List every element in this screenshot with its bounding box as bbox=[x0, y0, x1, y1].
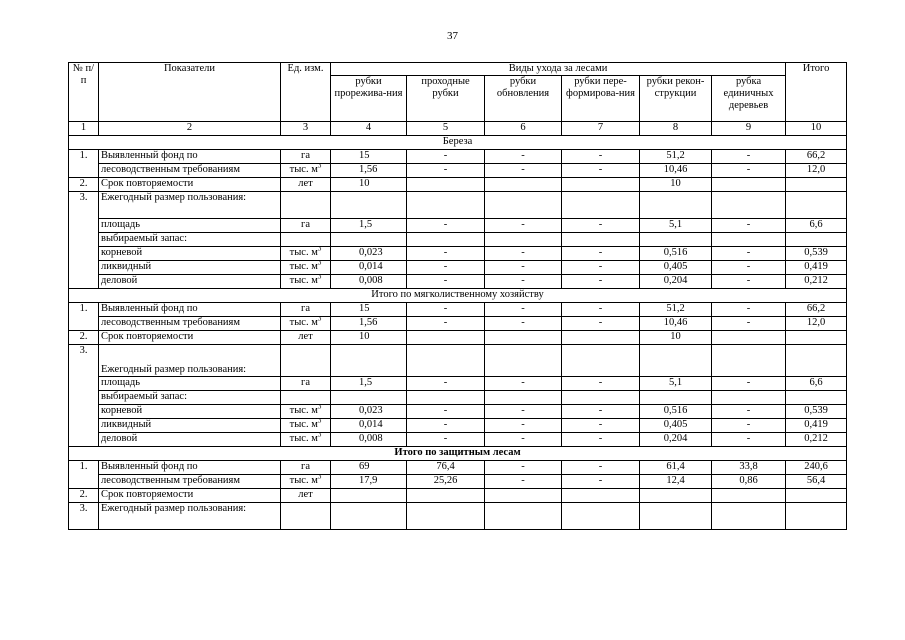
value-cell: - bbox=[485, 475, 562, 489]
value-cell bbox=[485, 331, 562, 345]
value-cell: 15 bbox=[331, 303, 407, 317]
row-unit bbox=[281, 391, 331, 405]
value-cell: - bbox=[562, 405, 640, 419]
value-cell: - bbox=[485, 377, 562, 391]
value-cell: 240,6 bbox=[786, 461, 847, 475]
row-unit bbox=[281, 247, 331, 261]
value-cell bbox=[712, 178, 786, 192]
value-cell: - bbox=[562, 219, 640, 233]
value-cell: 76,4 bbox=[407, 461, 485, 475]
value-cell: - bbox=[562, 433, 640, 447]
value-cell: - bbox=[485, 150, 562, 164]
col-number: 9 bbox=[712, 122, 786, 136]
value-cell bbox=[407, 345, 485, 377]
header-type-thinning: рубки прорежива-ния bbox=[331, 76, 407, 122]
table-row bbox=[69, 419, 847, 433]
unit-text: тыс. м bbox=[289, 317, 318, 328]
value-cell bbox=[562, 331, 640, 345]
value-cell: - bbox=[712, 164, 786, 178]
value-cell: 66,2 bbox=[786, 303, 847, 317]
value-cell: - bbox=[407, 405, 485, 419]
value-cell: - bbox=[407, 261, 485, 275]
value-cell: - bbox=[407, 150, 485, 164]
col-number: 1 bbox=[69, 122, 99, 136]
value-cell: - bbox=[485, 219, 562, 233]
value-cell: 0,014 bbox=[331, 261, 407, 275]
value-cell: - bbox=[562, 275, 640, 289]
value-cell: 56,4 bbox=[786, 475, 847, 489]
section-title: Итого по мягколиственному хозяйству bbox=[69, 289, 847, 303]
value-cell bbox=[485, 192, 562, 219]
value-cell bbox=[407, 503, 485, 530]
value-cell bbox=[562, 233, 640, 247]
row-label: Ежегодный размер пользования: bbox=[99, 345, 281, 377]
unit-text: тыс. м bbox=[289, 405, 318, 416]
value-cell bbox=[485, 178, 562, 192]
unit-superscript: 3 bbox=[317, 432, 322, 439]
table-row bbox=[69, 247, 847, 261]
value-cell: - bbox=[562, 150, 640, 164]
value-cell bbox=[712, 331, 786, 345]
value-cell: 0,419 bbox=[786, 419, 847, 433]
section-title-row bbox=[69, 136, 847, 150]
table-row bbox=[69, 303, 847, 317]
value-cell: - bbox=[485, 275, 562, 289]
section-title: Береза bbox=[69, 136, 847, 150]
row-label: корневой bbox=[99, 247, 281, 261]
row-label: лесоводственным требованиям bbox=[99, 164, 281, 178]
row-number: 2. bbox=[69, 489, 99, 503]
row-label: выбираемый запас: bbox=[99, 391, 281, 405]
value-cell: - bbox=[407, 303, 485, 317]
value-cell bbox=[562, 192, 640, 219]
col-number: 2 bbox=[99, 122, 281, 136]
header-indicators: Показатели bbox=[99, 63, 281, 122]
value-cell bbox=[407, 489, 485, 503]
value-cell: - bbox=[485, 303, 562, 317]
table-row bbox=[69, 391, 847, 405]
table-row bbox=[69, 405, 847, 419]
value-cell: - bbox=[407, 433, 485, 447]
column-numbers-row bbox=[69, 122, 847, 136]
value-cell bbox=[331, 489, 407, 503]
value-cell: 12,0 bbox=[786, 317, 847, 331]
value-cell: 25,26 bbox=[407, 475, 485, 489]
value-cell: 0,516 bbox=[640, 247, 712, 261]
row-unit bbox=[281, 275, 331, 289]
value-cell bbox=[485, 233, 562, 247]
row-label: Ежегодный размер пользования: bbox=[99, 503, 281, 530]
value-cell bbox=[485, 345, 562, 377]
value-cell: - bbox=[485, 419, 562, 433]
row-unit: лет bbox=[281, 489, 331, 503]
value-cell: - bbox=[712, 405, 786, 419]
value-cell bbox=[712, 489, 786, 503]
table-row bbox=[69, 219, 847, 233]
table-row bbox=[69, 461, 847, 475]
table-row bbox=[69, 275, 847, 289]
row-unit: лет bbox=[281, 178, 331, 192]
value-cell: 17,9 bbox=[331, 475, 407, 489]
unit-superscript: 3 bbox=[317, 418, 322, 425]
value-cell: 33,8 bbox=[712, 461, 786, 475]
value-cell bbox=[562, 489, 640, 503]
table-row bbox=[69, 317, 847, 331]
row-unit: га bbox=[281, 303, 331, 317]
unit-text: тыс. м bbox=[289, 275, 318, 286]
value-cell bbox=[786, 178, 847, 192]
value-cell: 1,5 bbox=[331, 377, 407, 391]
row-label: деловой bbox=[99, 275, 281, 289]
row-unit bbox=[281, 233, 331, 247]
row-unit: га bbox=[281, 377, 331, 391]
page-number: 37 bbox=[447, 30, 458, 42]
value-cell bbox=[786, 503, 847, 530]
table-row bbox=[69, 150, 847, 164]
unit-superscript: 3 bbox=[317, 163, 322, 170]
col-number: 8 bbox=[640, 122, 712, 136]
value-cell: 69 bbox=[331, 461, 407, 475]
value-cell: - bbox=[485, 405, 562, 419]
col-number: 5 bbox=[407, 122, 485, 136]
row-label: корневой bbox=[99, 405, 281, 419]
value-cell: - bbox=[562, 247, 640, 261]
row-label: ликвидный bbox=[99, 419, 281, 433]
row-number: 3. bbox=[69, 345, 99, 447]
value-cell bbox=[562, 178, 640, 192]
header-type-renewal: рубки обновления bbox=[485, 76, 562, 122]
unit-text: тыс. м bbox=[289, 247, 318, 258]
value-cell bbox=[485, 391, 562, 405]
table-row bbox=[69, 489, 847, 503]
value-cell: 61,4 bbox=[640, 461, 712, 475]
section-title: Итого по защитным лесам bbox=[69, 447, 847, 461]
row-unit bbox=[281, 345, 331, 377]
value-cell: 10,46 bbox=[640, 164, 712, 178]
row-label: Выявленный фонд по bbox=[99, 303, 281, 317]
table-row bbox=[69, 331, 847, 345]
value-cell: - bbox=[485, 433, 562, 447]
row-unit bbox=[281, 164, 331, 178]
table-row bbox=[69, 433, 847, 447]
value-cell: 0,405 bbox=[640, 419, 712, 433]
value-cell: - bbox=[407, 317, 485, 331]
header-num: № п/п bbox=[69, 63, 99, 122]
row-number: 2. bbox=[69, 178, 99, 192]
value-cell: - bbox=[562, 475, 640, 489]
row-label: Срок повторяемости bbox=[99, 178, 281, 192]
value-cell: 10 bbox=[331, 331, 407, 345]
value-cell: 66,2 bbox=[786, 150, 847, 164]
col-number: 3 bbox=[281, 122, 331, 136]
value-cell: 0,212 bbox=[786, 433, 847, 447]
value-cell bbox=[786, 233, 847, 247]
value-cell: - bbox=[712, 377, 786, 391]
value-cell bbox=[712, 233, 786, 247]
value-cell: - bbox=[407, 247, 485, 261]
value-cell: - bbox=[485, 317, 562, 331]
value-cell: 10 bbox=[640, 178, 712, 192]
row-label: ликвидный bbox=[99, 261, 281, 275]
row-label: лесоводственным требованиям bbox=[99, 317, 281, 331]
value-cell: 0,86 bbox=[712, 475, 786, 489]
value-cell: - bbox=[562, 419, 640, 433]
table-row bbox=[69, 178, 847, 192]
row-number: 2. bbox=[69, 331, 99, 345]
value-cell bbox=[786, 489, 847, 503]
value-cell bbox=[640, 391, 712, 405]
value-cell: - bbox=[562, 261, 640, 275]
value-cell: - bbox=[712, 317, 786, 331]
value-cell bbox=[331, 192, 407, 219]
value-cell: 10 bbox=[331, 178, 407, 192]
section-title-row bbox=[69, 447, 847, 461]
unit-text: тыс. м bbox=[289, 475, 318, 486]
value-cell: - bbox=[562, 317, 640, 331]
unit-superscript: 3 bbox=[317, 474, 322, 481]
value-cell bbox=[640, 489, 712, 503]
unit-text: тыс. м bbox=[289, 261, 318, 272]
value-cell bbox=[407, 331, 485, 345]
col-number: 4 bbox=[331, 122, 407, 136]
value-cell: - bbox=[407, 377, 485, 391]
table-row bbox=[69, 164, 847, 178]
value-cell: 0,419 bbox=[786, 261, 847, 275]
value-cell bbox=[407, 233, 485, 247]
value-cell: 0,008 bbox=[331, 275, 407, 289]
value-cell bbox=[485, 489, 562, 503]
row-unit bbox=[281, 419, 331, 433]
value-cell: 12,4 bbox=[640, 475, 712, 489]
value-cell bbox=[712, 503, 786, 530]
value-cell: 0,405 bbox=[640, 261, 712, 275]
value-cell bbox=[407, 192, 485, 219]
row-unit: га bbox=[281, 461, 331, 475]
row-label: Выявленный фонд по bbox=[99, 461, 281, 475]
value-cell: 5,1 bbox=[640, 377, 712, 391]
value-cell: - bbox=[712, 433, 786, 447]
col-number: 10 bbox=[786, 122, 847, 136]
value-cell: - bbox=[485, 247, 562, 261]
value-cell bbox=[562, 503, 640, 530]
row-label: деловой bbox=[99, 433, 281, 447]
header-unit: Ед. изм. bbox=[281, 63, 331, 122]
value-cell bbox=[640, 233, 712, 247]
value-cell: - bbox=[562, 461, 640, 475]
unit-superscript: 3 bbox=[317, 316, 322, 323]
header-group: Виды ухода за лесами bbox=[331, 63, 786, 76]
row-label: Выявленный фонд по bbox=[99, 150, 281, 164]
unit-text: тыс. м bbox=[289, 164, 318, 175]
header-total: Итого bbox=[786, 63, 847, 122]
value-cell bbox=[331, 503, 407, 530]
value-cell: 10,46 bbox=[640, 317, 712, 331]
row-label: Срок повторяемости bbox=[99, 489, 281, 503]
value-cell: 0,212 bbox=[786, 275, 847, 289]
row-unit: га bbox=[281, 150, 331, 164]
unit-text: тыс. м bbox=[289, 419, 318, 430]
table-row bbox=[69, 377, 847, 391]
value-cell: 10 bbox=[640, 331, 712, 345]
row-unit bbox=[281, 192, 331, 219]
table-row bbox=[69, 345, 847, 377]
value-cell: - bbox=[712, 419, 786, 433]
value-cell: 51,2 bbox=[640, 303, 712, 317]
value-cell: - bbox=[562, 377, 640, 391]
table-row bbox=[69, 261, 847, 275]
header-type-reformation: рубки пере-формирова-ния bbox=[562, 76, 640, 122]
value-cell bbox=[562, 345, 640, 377]
value-cell: 1,56 bbox=[331, 317, 407, 331]
forest-care-table bbox=[68, 62, 847, 530]
value-cell: - bbox=[407, 275, 485, 289]
row-unit bbox=[281, 261, 331, 275]
value-cell bbox=[712, 391, 786, 405]
value-cell: 0,023 bbox=[331, 247, 407, 261]
row-label: Срок повторяемости bbox=[99, 331, 281, 345]
value-cell bbox=[786, 391, 847, 405]
value-cell bbox=[331, 345, 407, 377]
unit-superscript: 3 bbox=[317, 274, 322, 281]
col-number: 7 bbox=[562, 122, 640, 136]
col-number: 6 bbox=[485, 122, 562, 136]
value-cell: 0,204 bbox=[640, 433, 712, 447]
value-cell bbox=[786, 345, 847, 377]
value-cell bbox=[407, 391, 485, 405]
table-row bbox=[69, 192, 847, 219]
value-cell: 6,6 bbox=[786, 377, 847, 391]
value-cell bbox=[712, 345, 786, 377]
value-cell bbox=[331, 233, 407, 247]
row-unit: га bbox=[281, 219, 331, 233]
header-type-passing: проходные рубки bbox=[407, 76, 485, 122]
row-number: 3. bbox=[69, 192, 99, 289]
table-row bbox=[69, 233, 847, 247]
value-cell: 1,56 bbox=[331, 164, 407, 178]
value-cell: - bbox=[407, 219, 485, 233]
value-cell bbox=[331, 391, 407, 405]
value-cell: 51,2 bbox=[640, 150, 712, 164]
row-number: 1. bbox=[69, 303, 99, 331]
row-label: лесоводственным требованиям bbox=[99, 475, 281, 489]
unit-text: тыс. м bbox=[289, 433, 318, 444]
section-title-row bbox=[69, 289, 847, 303]
value-cell: - bbox=[562, 164, 640, 178]
row-label: площадь bbox=[99, 219, 281, 233]
table-row bbox=[69, 503, 847, 530]
row-label: выбираемый запас: bbox=[99, 233, 281, 247]
value-cell: - bbox=[712, 219, 786, 233]
value-cell: - bbox=[485, 461, 562, 475]
value-cell: 0,008 bbox=[331, 433, 407, 447]
unit-superscript: 3 bbox=[317, 404, 322, 411]
value-cell bbox=[407, 178, 485, 192]
value-cell: - bbox=[485, 164, 562, 178]
value-cell: 0,539 bbox=[786, 405, 847, 419]
value-cell bbox=[640, 192, 712, 219]
row-unit bbox=[281, 433, 331, 447]
value-cell bbox=[786, 192, 847, 219]
value-cell: - bbox=[485, 261, 562, 275]
unit-superscript: 3 bbox=[317, 260, 322, 267]
value-cell: 0,516 bbox=[640, 405, 712, 419]
row-number: 1. bbox=[69, 150, 99, 178]
value-cell bbox=[712, 192, 786, 219]
value-cell: - bbox=[712, 150, 786, 164]
unit-superscript: 3 bbox=[317, 246, 322, 253]
value-cell bbox=[485, 503, 562, 530]
value-cell: 5,1 bbox=[640, 219, 712, 233]
value-cell: 1,5 bbox=[331, 219, 407, 233]
header-type-single-trees: рубка единичных деревьев bbox=[712, 76, 786, 122]
value-cell: 15 bbox=[331, 150, 407, 164]
row-unit bbox=[281, 317, 331, 331]
row-label: площадь bbox=[99, 377, 281, 391]
value-cell: 0,539 bbox=[786, 247, 847, 261]
value-cell: 6,6 bbox=[786, 219, 847, 233]
value-cell: - bbox=[712, 303, 786, 317]
row-number: 1. bbox=[69, 461, 99, 489]
value-cell: - bbox=[407, 419, 485, 433]
row-number: 3. bbox=[69, 503, 99, 530]
row-label: Ежегодный размер пользования: bbox=[99, 192, 281, 219]
value-cell bbox=[562, 391, 640, 405]
value-cell: - bbox=[712, 247, 786, 261]
value-cell: 0,014 bbox=[331, 419, 407, 433]
row-unit: лет bbox=[281, 331, 331, 345]
table-row bbox=[69, 475, 847, 489]
value-cell: - bbox=[562, 303, 640, 317]
row-unit bbox=[281, 405, 331, 419]
row-unit bbox=[281, 475, 331, 489]
value-cell: - bbox=[712, 275, 786, 289]
row-unit bbox=[281, 503, 331, 530]
header-type-reconstruction: рубки рекон-струкции bbox=[640, 76, 712, 122]
value-cell: 12,0 bbox=[786, 164, 847, 178]
value-cell: 0,023 bbox=[331, 405, 407, 419]
value-cell: - bbox=[712, 261, 786, 275]
value-cell: 0,204 bbox=[640, 275, 712, 289]
value-cell bbox=[640, 345, 712, 377]
value-cell bbox=[640, 503, 712, 530]
value-cell bbox=[786, 331, 847, 345]
value-cell: - bbox=[407, 164, 485, 178]
